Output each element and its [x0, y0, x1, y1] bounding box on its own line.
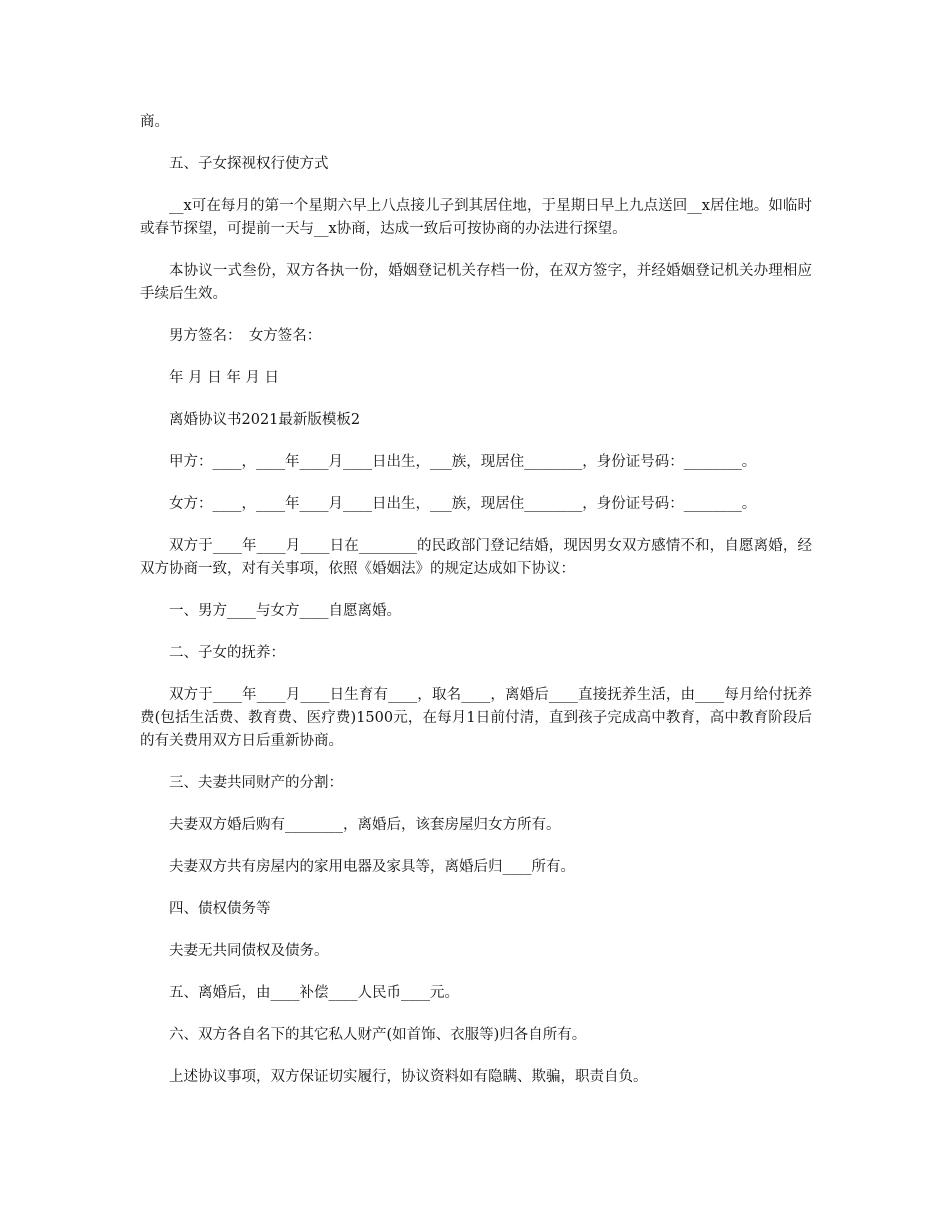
visitation-body: __x可在每月的第一个星期六早上八点接儿子到其居住地，于星期日早上九点送回__x居住地。如临时或春节探望，可提前一天与__x协商，达成一致后可按协商的办法进行探望。: [140, 198, 812, 237]
clause-4-heading: 四、债权债务等: [169, 901, 271, 917]
clause-4-body: 夫妻无共同债权及债务。: [169, 943, 329, 959]
continued-text: 商。: [140, 114, 169, 130]
agreement-preamble: 双方于____年____月____日在________的民政部门登记结婚，现因男女双方感情不和，自愿离婚，经双方协商一致，对有关事项，依照《婚姻法》的规定达成如下协议：: [140, 538, 812, 577]
date-line: 年 月 日 年 月 日: [169, 370, 280, 386]
signature-line: 男方签名： 女方签名：: [169, 328, 322, 344]
party-b-info: 女方：____，____年____月____日出生，___族，现居住________，身份证号码：________。: [169, 496, 757, 512]
clause-6: 六、双方各自名下的其它私人财产(如首饰、衣服等)归各自所有。: [169, 1027, 587, 1043]
clause-5: 五、离婚后，由____补偿____人民币____元。: [169, 985, 459, 1001]
document-body: [140, 111, 812, 1108]
copies-clause: 本协议一式叁份，双方各执一份，婚姻登记机关存档一份，在双方签字，并经婚姻登记机关办理相应手续后生效。: [140, 263, 812, 302]
clause-3-house: 夫妻双方婚后购有________，离婚后，该套房屋归女方所有。: [169, 817, 561, 833]
clause-3-heading: 三、夫妻共同财产的分割：: [169, 775, 343, 791]
clause-1: 一、男方____与女方____自愿离婚。: [169, 603, 401, 619]
clause-3-goods: 夫妻双方共有房屋内的家用电器及家具等，离婚后归____所有。: [169, 859, 575, 875]
template-title: 离婚协议书2021最新版模板2: [169, 412, 361, 428]
clause-2-body: 双方于____年____月____日生育有____，取名____，离婚后____直接抚养生活，由____每月给付抚养费(包括生活费、教育费、医疗费)1500元，在每月1日前付清，直到孩子完成高中教育，高中教育阶段后的有关费用双方日后重新协商。: [140, 687, 812, 749]
clause-2-heading: 二、子女的抚养：: [169, 645, 285, 661]
party-a-info: 甲方：____，____年____月____日出生，___族，现居住________，身份证号码：________。: [169, 454, 757, 470]
visitation-heading: 五、子女探视权行使方式: [169, 156, 329, 172]
closing-clause: 上述协议事项，双方保证切实履行，协议资料如有隐瞒、欺骗，职责自负。: [169, 1069, 648, 1085]
